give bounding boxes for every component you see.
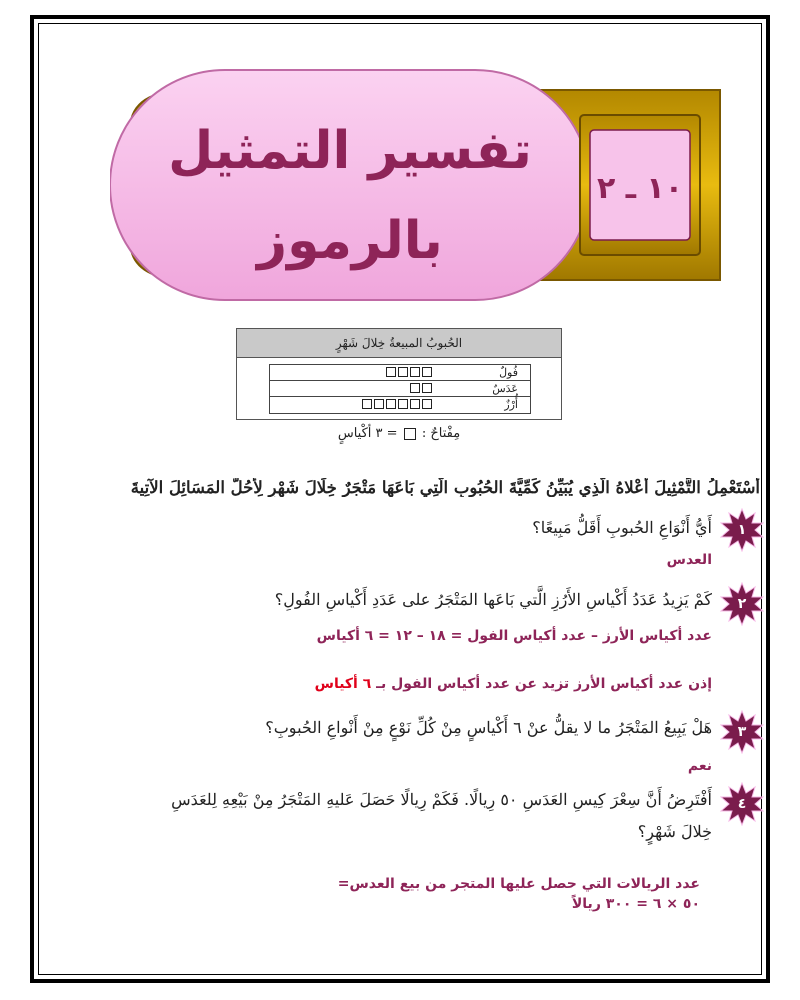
question-2-answer-line1: عدد أكياس الأرز – عدد أكياس الفول = ١٨ – ١٢ = ٦ أكياس [316,628,712,644]
bag-icon [410,399,420,409]
question-4-answer-line1: عدد الريالات التي حصل عليها المتجر من بيع العدس= [337,876,700,892]
lesson-title-line1: تفسير التمثيل [168,121,532,181]
row-label: أُرْزٌ [504,398,518,411]
bag-icon [374,399,384,409]
pictograph-key [236,426,562,441]
answer-conclusion: إذن عدد أكياس الأرز تزيد عن عدد أكياس الفول بـ [376,676,712,692]
bag-icons [410,383,432,395]
bag-icon [398,399,408,409]
question-badge-4 [720,782,764,826]
pictograph-table [269,364,531,414]
key-prefix: مِفْتاحٌ : [421,426,461,441]
question-4-text-line1: أَفْتَرِضُ أَنَّ سِعْرَ كِيسِ العَدَسِ ٥٠ رِيالًا. فَكَمْ رِيالًا حَصَلَ عَليهِ المَتْجَرُ مِنْ بَيْعِهِ لِلعَدَسِ [171,790,712,809]
answer-highlight: ٦ أكياس [314,676,372,692]
question-number: ٤ [737,796,747,812]
question-number: ١ [737,522,747,538]
bag-icon [410,383,420,393]
bag-icon [422,383,432,393]
question-4-text-line2: خِلالَ شَهْرٍ؟ [637,822,712,841]
question-badge-1 [720,508,764,552]
question-2-text: كَمْ يَزِيدُ عَدَدُ أَكْياسِ الأَرُزِ الَّتي بَاعَها المَتْجَرُ على عَدَدِ أَكْياسِ الفُولِ؟ [274,590,712,609]
grains-pictograph [236,328,562,448]
bag-icon [386,367,396,377]
question-3-text: هَلْ يَبِيعُ المَتْجَرُ ما لا يقلُّ عنْ ٦ أَكْياسٍ مِنْ كُلِّ نَوْعٍ مِنْ أَنْواعِ الحُبوبِ؟ [265,718,712,737]
bag-icons [362,399,432,411]
pictograph-body [236,358,562,420]
question-2-answer-line2 [190,676,712,692]
question-1-text: أَيُّ أَنْوَاعِ الحُبوبِ أَقَلُّ مَبِيعًا؟ [532,518,712,537]
question-3-answer: نعم [687,758,712,774]
bag-icons [386,367,432,379]
bag-icon [410,367,420,377]
bag-icon [398,367,408,377]
pictograph-row-rice [270,397,530,413]
row-label: عَدَسٌ [492,382,518,395]
key-value: = ٣ أكْياسٍ [337,426,398,441]
lesson-number: ١٠ ـ ٢ [596,171,684,206]
lesson-header-banner [110,60,730,320]
question-number: ٣ [737,724,747,740]
question-number: ٢ [737,596,747,612]
question-1-answer: العدس [666,552,712,568]
bag-icon [362,399,372,409]
pictograph-row-lentils [270,381,530,397]
bag-icon [404,428,416,440]
bag-icon [422,399,432,409]
lesson-title-line2: بالرموز [257,211,443,271]
bag-icon [422,367,432,377]
pictograph-row-beans [270,365,530,381]
question-badge-3 [720,710,764,754]
bag-icon [386,399,396,409]
question-4-answer-line2: ٥٠ × ٦ = ٣٠٠ ريالاً [571,896,700,912]
pictograph-title: الحُبوبُ المبيعةُ خِلالَ شَهْرٍ [236,328,562,358]
instruction-text: أَسْتَعْمِلُ التَّمْثِيلَ أَعْلاهُ الَّذِي يُبَيِّنُ كَمِّيَّةَ الحُبُوبِ الَّتِي بَاعَهَا مَتْجَرٌ خِلَالَ شَهْرٍ لِأَحُلَّ المَسَائِلَ الآتِيةَ [130,478,760,497]
row-label: فُولٌ [499,366,518,379]
question-badge-2 [720,582,764,626]
